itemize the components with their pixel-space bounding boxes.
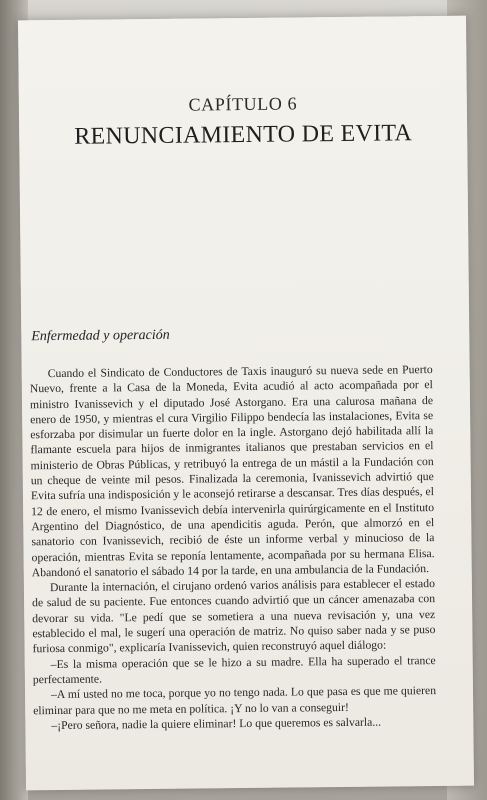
paragraph: Durante la internación, el cirujano ordenó varios análisis para establecer el estado de salud de su paciente. Fue entonces cuando advirtió que un cáncer amenazaba con devorar su vida. "Le pedí que se sometiera a una nueva revisación y, una vez establecido el mal, le sugerí una operación de matriz. No quiso saber nada y se puso furiosa conmigo", explicaría Ivanissevich, quien reconstruyó aquel diálogo: bbox=[32, 577, 436, 656]
book-page bbox=[18, 16, 474, 791]
paragraph: Cuando el Sindicato de Conductores de Taxis inauguró su nueva sede en Puerto Nuevo, frente a la Casa de la Moneda, Evita acudió al acto acompañada por el ministro Ivanissevich y el diputado José Astorgano. Era una calurosa mañana de enero de 1950, y mientras el cura Virgilio Filippo bendecía las instalaciones, Evita se esforzaba por disimular un fuerte dolor en la ingle. Astorgano dejó habilitada allí la flamante escuela para hijos de inmigrantes italianos que prestaban servicios en el ministerio de Obras Públicas, y retribuyó la entrega de un mástil a la Fundación con un cheque de veinte mil pesos. Finalizada la ceremonia, Ivanissevich advirtió que Evita sufría una indisposición y le aconsejó retirarse a descansar. Tres días después, el 12 de enero, el mismo Ivanissevich debía intervenirla quirúrgicamente en el Instituto Argentino del Diagnóstico, de una apendicitis aguda. Perón, que almorzó en el sanatorio con Ivanissevich, recibió de éste un informe verbal y minucioso de la operación, mientras Evita se reponía lentamente, acompañada por su hermana Elisa. Abandonó el sanatorio el sábado 14 por la tarde, en una ambulancia de la Fundación. bbox=[29, 363, 435, 580]
dialogue-line: –¡Pero señora, nadie la quiere eliminar! Lo que queremos es salvarla... bbox=[51, 715, 382, 732]
dialogue-line: –Es la misma operación que se le hizo a su madre. Ella ha superado el trance perfectamente. bbox=[32, 653, 436, 687]
chapter-title: RENUNCIAMIENTO DE EVITA bbox=[74, 120, 413, 150]
dialogue-line: –A mí usted no me toca, porque yo no tengo nada. Lo que pasa es que me quieren eliminar para que no me meta en política. ¡Y no lo van a conseguir! bbox=[33, 684, 437, 717]
body-text bbox=[30, 362, 437, 733]
section-heading: Enfermedad y operación bbox=[31, 327, 170, 345]
chapter-label: CAPÍTULO 6 bbox=[188, 93, 298, 115]
